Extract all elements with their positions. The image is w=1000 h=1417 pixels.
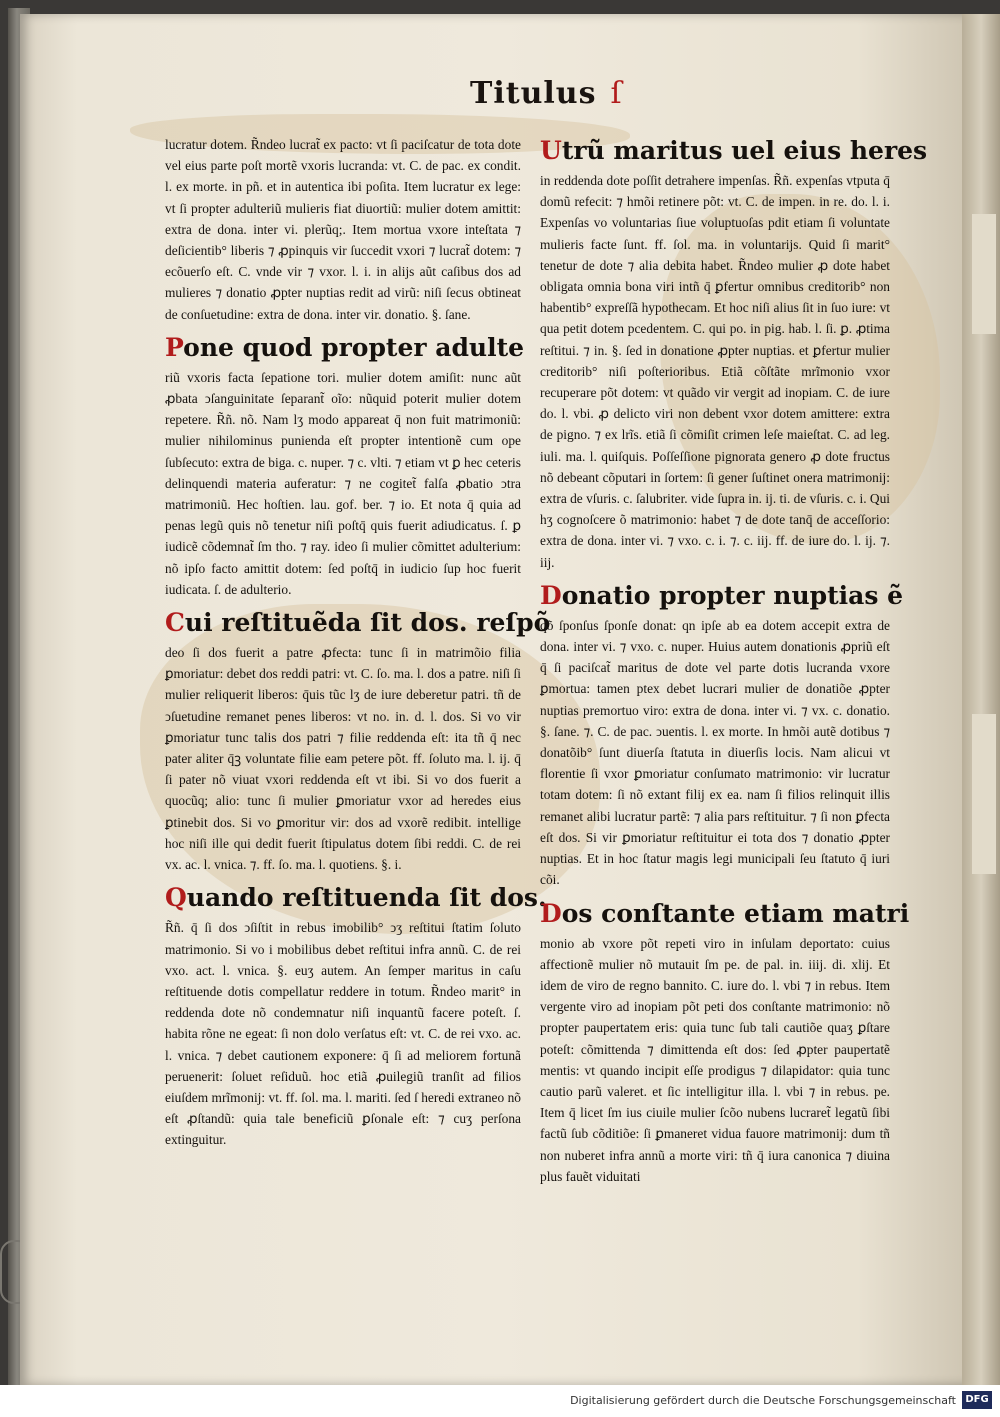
section-heading: Cui reſtituẽda ſit dos. reſpõ [165, 608, 551, 638]
running-title-text: Titulus [470, 76, 597, 111]
paragraph: lucratur dotem. R̃ndeo lucrat̃ ex pacto: vt ſi paciſcatur de tota dote vel eius parte poſt mortẽ vxoris lucranda: vt. C. de pac. ex condit. l. ex morte. in pñ. et in autentica ibi poſita. Item lucratur ex lege: vt ſi propter adulteriũ mulieris fiat diuortiũ: mulier dotem amittit: extra de dona. inter vi. plerũq;. Item mortua vxore inteſtata ⁊ deſicientib° liberis ⁊ ꝓpinquis vir ſuccedit vxori ⁊ lucrat̃ dotem: ⁊ ecõuerſo eſt. C. vnde vir ⁊ vxor. l. i. in alijs aũt caſibus dos ad mulieres ⁊ donatio ꝓpter nuptias redit ad virũ: niſi ſecus obtineat de conſuetudine: extra de dona. inter vir. donatio. §. ſane. [165, 137, 521, 322]
rubricated-initial: D [540, 580, 562, 610]
paragraph: R̃ñ. q̄ ſi dos ↄſiſtit in rebus imobilib° ↄʒ reſtitui ſtatim ſoluto matrimonio. Si vo i mobilibus debet reſtitui infra annũ. C. de rei vxo. act. l. vnica. §. euʒ autem. An ſemper maritus in caſu reſtituende dotis compellatur reddere in totum. R̃ndeo marit° in reddenda dote nõ condemnatur niſi inquantũ facere poteſt. ſ. habita rõne ne egeat: ſi non dolo verſatus eſt: vt. C. de rei vxo. ac. l. vnica. ⁊ debet cautionem exponere: q̄ ſi ad meliorem fortunã peruenerit: ſoluet reſiduũ. hoc etiã ꝓuilegiũ tranſit ad filios eiuſdem mrĩmonij: vt. ff. ſol. ma. l. mariti. ſed ſ heredi extraneo nõ eſt ꝓſtandũ: quia tale beneficiũ ꝑſonale eſt: ⁊ cuʒ perſona extinguitur. [165, 920, 521, 1148]
right-text-column [540, 134, 928, 1187]
running-title [470, 76, 623, 111]
paragraph: monio ab vxore põt repeti viro in inſulam deportato: cuius affectionẽ mulier nõ mutauit ſm pe. de pal. in. iiij. di. xlij. Et idem de viro de regno bannito. C. iure do. l. vbi ⁊ in rebus. Item vergente viro ad inopiam põt peti dos conſtante matrimonio: nõ propter paupertatem eris: quia tunc ſub tali cautiõe quaʒ ꝑſtare poteſt: cõmittenda ⁊ dimittenda eſt dos: ſed ꝓpter paupertatẽ mentis: vt quando incipit eſſe prodigus ⁊ dilapidator: quia tunc cautio parũ valeret. et ſic intelligitur illa. l. vbi ⁊ in rebus. pe. Item q̄ licet ſm ius ciuile mulier ſcõo nubens lucraret̃ legatũ ſibi factũ ſub cõditiõe: ſi ꝑmaneret vidua fauore matrimonij: dum tñ non nuberet infra annũ a morte viri: tñ q̄ iura canonica ⁊ diuina plus fauẽt viduitati [540, 935, 890, 1184]
rubricated-initial: U [540, 136, 562, 165]
digitization-footer [0, 1385, 1000, 1417]
rubricated-initial: C [165, 608, 185, 638]
rubricated-initial: P [165, 332, 184, 362]
paragraph: riũ vxoris facta ſepatione tori. mulier dotem amiſit: nunc aũt ꝓbata ↄſanguinitate ſeparant̃ oĩo: nũquid poterit mulier dotem repetere. R̃ñ. nõ. Nam lʒ modo appareat q̄ non fuit matrimoniũ: mulier nihilominus punienda eſt propter intentionẽ cum ope ſubſecuto: extra de biga. c. nuper. ⁊ c. vlti. ⁊ etiam vt ꝑ hec ceteris delinquendi materia auferatur: ⁊ ne cogitet̃ falſa ꝓbatio ↄtra matrimoniũ. Hec hoſtien. lau. gof. ber. ⁊ io. Et nota q̄ quia ad penas legũ quis nõ tenetur niſi poſtq̄ quis fuerit adiudicatus. ſ. ꝑ iudicẽ cõdemnat̃ ſm tho. ⁊ ray. ideo ſi mulier cõmittet adulterium: nõ ipſo facto amittit dotem: ſed poſtq̄ in iudicio ſup hoc fuerit iudicata. ſ. de adulterio. [165, 369, 521, 597]
rubricated-initial: D [540, 898, 562, 928]
folio-mark: ſ [610, 76, 623, 111]
left-text-column [165, 134, 551, 1151]
funding-credit: Digitalisierung gefördert durch die Deutsche Forschungsgemeinschaft [570, 1394, 956, 1407]
paragraph: in reddenda dote poſſit detrahere impenſas. R̃ñ. expenſas vtputa q̄ domũ refecit: ⁊ hmõi retinere põt: vt. C. de impen. in re. do. l. i. Expenſas vo voluntarias ſiue voluptuoſas pdit etiam ſi voluntate mulieris facte ſunt. ff. ſol. ma. in voluntarijs. Quid ſi marit° tenetur de dote ⁊ alia debita habet. R̃ndeo mulier ꝓ dote habet obligata omnia bona viri intñ q̄ ꝑfertur omnibus creditorib° non habentib° expreſſã hypothecam. Et hoc niſi alius ſit in ſuo iure: vt qua petit dotem pcedentem. C. qui po. in pig. hab. l. ſi. ꝑ. ꝓtima reſtitui. ⁊ in. §. ſed in donatione ꝓpter nuptias. et ꝑfertur mulier creditorib° niſi poſterioribus. Etiã cõſtãte mrĩmonio vxor recuperare põt dotem: vt quãdo vir vergit ad inopiam. C. de iure do. l. vbi. ꝓ delicto viri non debent vxor dotem amittere: extra de pigno. ⁊ ex lrĩs. etiã ſi cõmiſit crimen leſe maieſtat. C. ad leg. iuli. ma. l. quiſquis. Poſſeſſione pignorata genero ꝓ dote fructus nõ debeant cõputari in ſortem: ſi gener ſuſtinet onera matrimonij: extra de vſuris. c. ſalubriter. vide ſupra in. ij. ti. de vſuris. c. i. Qui hʒ cognoſcere õ matrimonio: habet ⁊ de dote tanq̄ de acceſſorio: extra de dona. inter vi. ⁊ vxo. c. i. ⁊. c. iij. ff. de iure do. l. ij. ⁊. iij. [540, 173, 890, 570]
section-heading: Donatio propter nuptias ẽ [540, 580, 904, 610]
paragraph: qõ ſponſus ſponſe donat: qn ipſe ab ea dotem accepit extra de dona. inter vi. ⁊ vxo. c. nuper. Huius autem donationis ꝓpriũ eſt q̄ ſi paciſcat̃ maritus de dote vel parte dotis lucranda vxore ꝑmortua: tamen ptex debet lucrari mulier de donatiõe ꝓpter nuptias premortuo viro: extra de dona. inter vi. ⁊ vx. c. donatio. §. ſane. ⁊. C. de pac. ↄuentis. l. ex morte. In hmõi autẽ dotibus ⁊ donatõib° ſunt diuerſa ſtatuta in diuerſis locis. Nam alicui vt florentie ſi vxor ꝑmoriatur conſumato matrimonio: vir lucratur totam dotem: ſi nõ extant filij ex ea. nam ſi filios relinquit illis remanet alibi lucratur partẽ: ⁊ alia pars reſtituitur. ⁊ ſi non ꝑfecta eſt dos. Si vir ꝑmoriatur reſtituitur ei tota dos ⁊ donatio ꝓpter nuptias. Et in hoc ſtatur magis legi municipali ſeu ſtatuto q̄ iuri cõi. [540, 617, 890, 888]
paragraph: deo ſi dos fuerit a patre ꝓfecta: tunc ſi in matrimõio filia ꝑmoriatur: debet dos reddi patri: vt. C. ſo. ma. l. dos a patre. niſi ſi mulier reliquerit liberos: q̄uis tũc lʒ de iure deberetur patri. tñ de ↄſuetudine remanet penes liberos: vt no. in. d. l. dos. Si vo vir ꝑmoriatur tunc talis dos patri ⁊ filie reddenda eſt: ita tñ q̄ nec pater aliter q̄ꝫ voluntate filie eam petere põt. ff. ſoluto ma. l. ij. q̄ ſi pater nõ viuat vxori reddenda eſt vt ibi. Si vo dos fuerit a quocũq; alio: tunc ſi mulier ꝑmoriatur vxor ad heredes eius ꝑtinebit dos. Si vo ꝑmoritur vir: dos ad vxorẽ redibit. intellige hoc niſi ille qui dedit fuerit ſtipulatus dotem ſibi reddi. C. de rei vx. ac. l. vnica. ⁊. ff. ſo. ma. l. quotiens. §. i. [165, 645, 521, 873]
section-heading: Dos conſtante etiam matri [540, 898, 910, 928]
dfg-logo: DFG [962, 1391, 992, 1409]
section-heading: Pone quod propter adulte [165, 332, 525, 362]
rubricated-initial: Q [165, 883, 187, 913]
next-page-edge [962, 14, 1000, 1385]
section-heading: Quando reſtituenda ſit dos. [165, 883, 547, 913]
section-heading: Utrũ maritus uel eius heres [540, 136, 928, 165]
